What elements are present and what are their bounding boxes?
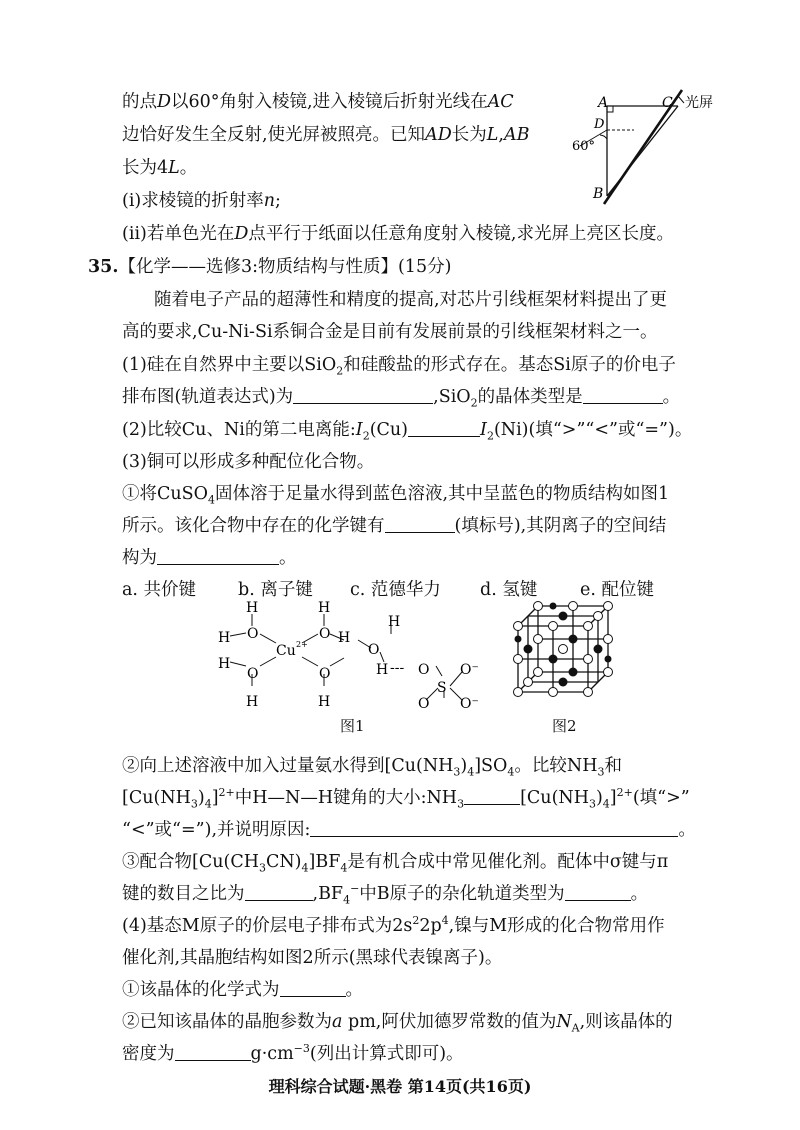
fig1-Cu: Cu: [276, 643, 296, 659]
label-D: D: [594, 117, 605, 132]
q35-part3-1-a: ①将CuSO$_4$固体溶于足量水得到蓝色溶液,其中呈蓝色的物质结构如图1: [122, 484, 670, 507]
fig1-O-2: O: [319, 626, 331, 642]
prism-line-2: 边恰好发生全反射,使光屏被照亮。已知AD长为L,AB: [122, 125, 530, 145]
page-footer: 理科综合试题·黑卷 第14页(共16页): [268, 1077, 532, 1096]
q35-part3-2-a: ②向上述溶液中加入过量氨水得到$[Cu(NH_3)_4]SO_4$。比较$NH_3$和: [122, 756, 622, 779]
option-d: d. 氢键: [480, 580, 538, 600]
fig1-H-9: H: [318, 694, 331, 710]
q35-part4-1: ①该晶体的化学式为 。: [122, 980, 363, 1000]
option-b: b. 离子键: [238, 580, 313, 600]
fig1-S: S: [437, 680, 447, 696]
label-A: A: [598, 95, 609, 111]
fig1-H-5: H: [388, 614, 401, 630]
screen-label-leader: [678, 96, 684, 103]
q35-part4-2-a: ②已知该晶体的晶胞参数为a pm,阿伏加德罗常数的值为$N_A$,则该晶体的: [122, 1012, 673, 1035]
prism-question-ii: (ⅱ)若单色光在D点平行于纸面以任意角度射入棱镜,求光屏上亮区长度。: [122, 224, 674, 244]
fig1-O-minus-2: O⁻: [460, 696, 479, 712]
angle-arc: [600, 135, 607, 139]
prism-question-i: (ⅰ)求棱镜的折射率n;: [122, 191, 281, 211]
q35-part4-b: 催化剂,其晶胞结构如图2所示(黑球代表镍离子)。: [122, 948, 503, 968]
q35-part4-2-b: 密度为 $g\cdot cm^{-3}$(列出计算式即可)。: [122, 1042, 464, 1064]
fig1-H-7: H: [376, 662, 389, 678]
prism-line-3: 长为4L。: [122, 158, 198, 178]
q35-part4-a: (4)基态M原子的价层电子排布式为$2s^22p^4$,镍与M形成的化合物常用作: [122, 914, 665, 936]
fig1-H-2: H: [318, 600, 331, 616]
q35-part3-2-c: “<”或“=”),并说明原因: 。: [122, 820, 696, 840]
option-a: a. 共价键: [122, 580, 197, 600]
q35-part3-3-a: ③配合物$[Cu(CH_3CN)_4]BF_4$是有机合成中常见催化剂。配体中σ键与π: [122, 852, 669, 875]
q35-part3: (3)铜可以形成多种配位化合物。: [122, 452, 375, 472]
label-angle: 60°: [572, 139, 596, 154]
option-e: e. 配位键: [580, 580, 654, 600]
fig1-H-8: H: [246, 694, 259, 710]
fig1-O-7: O: [418, 696, 430, 712]
q35-header: 35.【化学——选修3:物质结构与性质】(15分): [88, 257, 452, 277]
q35-part3-3-b: 键的数目之比为 $,BF_4^-$中B原子的杂化轨道类型为 。: [122, 882, 649, 907]
fig1-H-3: H: [218, 630, 231, 646]
option-c: c. 范德华力: [350, 580, 441, 600]
label-C: C: [662, 95, 673, 111]
fig1-Cu-charge: 2+: [296, 640, 308, 649]
fig1-O-5: O: [319, 666, 331, 682]
fig1-O-1: O: [247, 626, 259, 642]
fig1-O-6: O: [418, 662, 430, 678]
fig1-H-1: H: [246, 600, 259, 616]
prism-line-1: 的点D以60°角射入棱镜,进入棱镜后折射光线在AC: [122, 92, 514, 112]
q35-intro-2: 高的要求,Cu-Ni-Si系铜合金是目前有发展前景的引线框架材料之一。: [122, 322, 658, 342]
q35-part1-a: (1)硅在自然界中主要以SiO$_2$和硅酸盐的形式存在。基态Si原子的价电子: [122, 355, 676, 378]
fig1-O-minus-1: O⁻: [460, 662, 479, 678]
fig1-H-6: H: [218, 656, 231, 672]
figure-2-unit-cell: [508, 596, 618, 710]
q35-part3-1-c: 构为 。: [122, 548, 297, 568]
q35-part2: (2)比较Cu、Ni的第二电离能$:I_2(Cu)$ $I_2(Ni)$(填“>”“<”或“=”)。: [122, 420, 693, 443]
q35-part3-1-b: 所示。该化合物中存在的化学键有 (填标号),其阴离子的空间结: [122, 516, 667, 536]
prism-diagram: [560, 86, 730, 214]
fig1-hbond: ---: [390, 660, 405, 676]
fig1-O-3: O: [368, 642, 380, 658]
fig1-H-4: H: [338, 630, 351, 646]
label-screen: 光屏: [685, 95, 713, 111]
figure-1-structure: [208, 596, 500, 724]
q35-part3-2-b: $[Cu(NH_3)_4]^{2+}$中H—N—H键角的大小$:NH_3$ $[Cu(NH_3)_4]^{2+}$(填“>”: [122, 786, 690, 811]
label-B: B: [593, 186, 604, 202]
q35-part1-b: 排布图(轨道表达式)为 ,SiO$_2$的晶体类型是 。: [122, 387, 681, 410]
figure-1-caption: 图1: [340, 717, 365, 735]
fig1-O-4: O: [247, 666, 259, 682]
figure-2-caption: 图2: [552, 717, 577, 735]
q35-intro-1: 随着电子产品的超薄性和精度的提高,对芯片引线框架材料提出了更: [154, 290, 668, 310]
